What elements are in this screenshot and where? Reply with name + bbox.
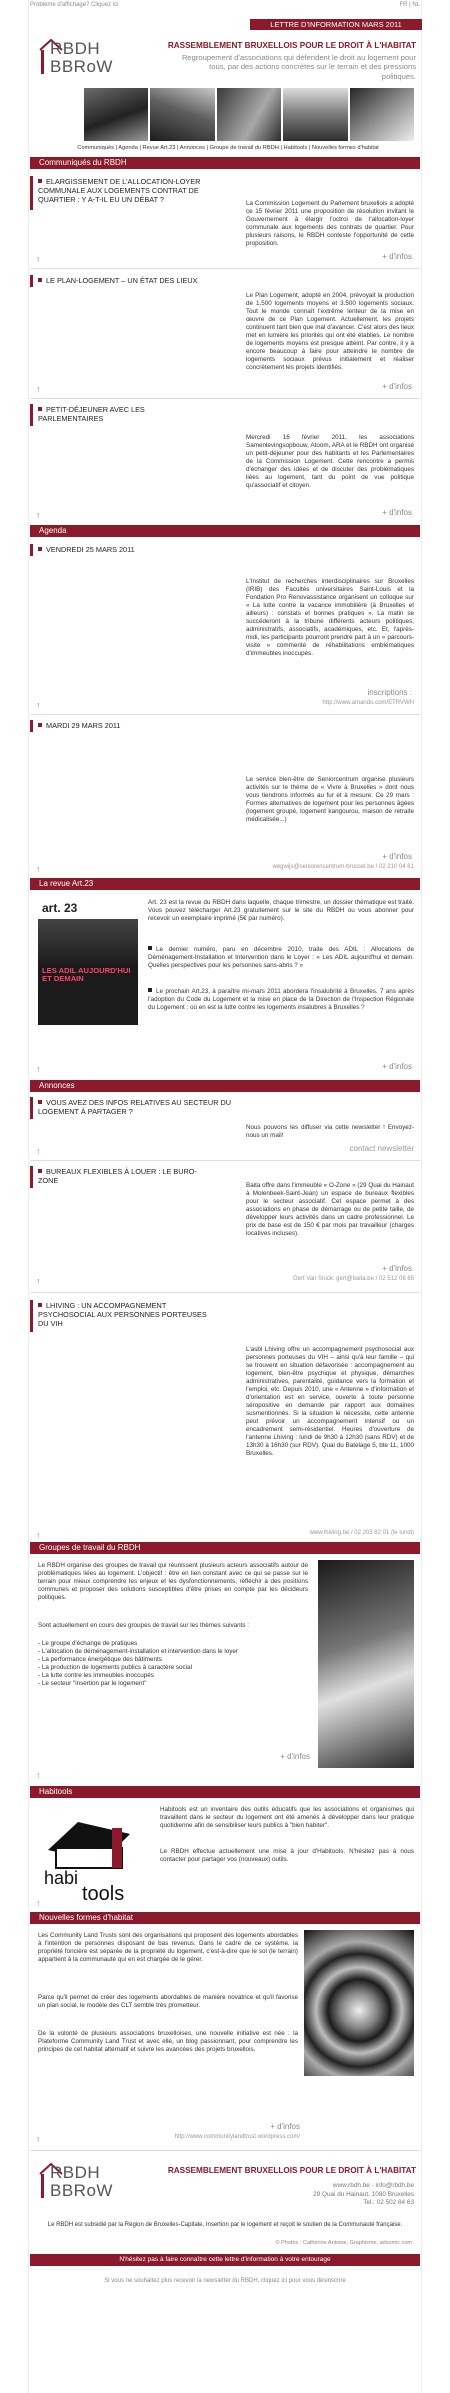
bullet-icon bbox=[38, 723, 42, 727]
footer-brand-line2: BBRoW bbox=[50, 2181, 113, 2200]
revue-item-1: Le dernier numéro, paru en décembre 2010, traite des ADIL : Allocations de Déménagement-Installation et Intervention dans le Loyer : « Les ADIL aujourd'hui et demain. Quelles perspectives pour les personnes sans-abris ? » bbox=[148, 946, 414, 969]
agenda-body-1: L'Institut de recherches interdisciplinaires sur Bruxelles (IRIB) des Facultés universitaires Saint-Louis et la Fondation Pro Renovassistance organisent un colloque sur « La lutte contre la vacance immobilière (à Bruxelles et ailleurs) : constats et bonnes pratiques ». La matin se succéderont à la tribune différents acteurs politiques, administratifs, associatifs, académiques, etc. Et, l'après-midi, les participants pourront prendre part à un « parcours-visite » commenté de réhabilitations emblématiques d'immeubles inoccupés. bbox=[246, 578, 414, 657]
brand-line1: RBDH bbox=[50, 39, 101, 58]
footer-brand-logo[interactable] bbox=[38, 2160, 113, 2205]
art23-cover[interactable] bbox=[38, 897, 138, 1025]
divider bbox=[30, 1292, 420, 1293]
art23-cover-title: art. 23 bbox=[38, 897, 138, 919]
header-photo bbox=[350, 88, 414, 141]
annonce-body-2: Baita offre dans l'immeuble « O-Zone » (29 Quai du Hainaut à Molenbeek-Saint-Jean) un espace de bureaux flexibles pour le secteur associatif. Cet espace permet à des associations en phase de démarrage ou de petite taille, de développer leurs activités dans un cadre professionnel. Le prix de base est de 150 € par mois par travailleur (charges locatives incluses). bbox=[246, 1182, 414, 1237]
more-link[interactable]: + d'infos bbox=[382, 852, 412, 861]
brand-subtitle: Regroupement d'associations qui défendent le droit au logement pour tous, par des actions concrètes sur le terrain et des pressions politiques. bbox=[181, 53, 416, 81]
bullet-icon bbox=[38, 1169, 42, 1173]
communique-body-3: Mercredi 16 février 2011, les associations Samenlevingsopbouw, Atoom, ARA et le RBDH ont organisé un petit-déjeuner pour des habitants et les Parlementaires de la Commission Logement. Cette rencontre a permis d'échanger des idées et de discuter des problématiques liées au logement, tant du point de vue politique qu'associatif et citoyen. bbox=[246, 434, 415, 489]
agenda-date-2: MARDI 29 MARS 2011 bbox=[38, 722, 238, 731]
communique-title-1[interactable]: ELARGISSEMENT DE L'ALLOCATION-LOYER COMMUNALE AUX LOGEMENTS CONTRAT DE QUARTIER : Y A-T-IL EU UN DÉBAT ? bbox=[38, 177, 201, 204]
revue-item-2: Le prochain Art.23, à paraître mi-mars 2011 abordera l'insalubrité à Bruxelles. 7 ans après l'adoption du Code du Logement et la mise en place de la Direction de l'Inspection Régionale du Logement : où en est la lutte contre les logements insalubres à Bruxelles ? bbox=[148, 988, 414, 1011]
footer-subsidy-note: Le RBDH est subsidié par la Région de Bruxelles-Capitale, Insertion par le logement et reçoit le soutien de la Communauté française. bbox=[47, 2222, 403, 2228]
bullet-icon bbox=[38, 278, 42, 282]
nouvelles-paragraph-3: De la volonté de plusieurs associations bruxelloises, une nouvelle initiative est née : la Plateforme Community Land Trust et avec elle, un blog passionnant, pour comprendre les principes de cet habitat alternatif et suivre les avancées des projets bruxellois. bbox=[38, 2030, 298, 2053]
communique-title-2[interactable]: LE PLAN-LOGEMENT – UN ÉTAT DES LIEUX bbox=[38, 277, 288, 286]
header-photo bbox=[283, 88, 347, 141]
nouvelles-paragraph-2: Parce qu'il permet de créer des logements abordables de manière novatrice et qu'il favorise un plan social, le modèle des CLT semble très prometteur. bbox=[38, 1994, 298, 2009]
communique-title-3[interactable]: PETIT-DÉJEUNER AVEC LES PARLEMENTAIRES bbox=[38, 405, 145, 423]
revue-intro: Art. 23 est la revue du RBDH dans laquelle, chaque trimestre, un dossier thématique est traité. Vous pouvez télécharger Art.23 gratuitement sur le site du RBDH ou vous abonner pour recevoir un exemplaire imprimé (5€ par numéro). bbox=[148, 899, 414, 922]
habitools-paragraph-2: Le RBDH effectue actuellement une mise à jour d'Habitools. N'hésitez pas à nous contacter pour partager vos (nouveaux) outils. bbox=[160, 1848, 414, 1863]
header-photo bbox=[150, 88, 214, 141]
more-link[interactable]: + d'infos bbox=[270, 2122, 300, 2131]
agenda-meta-2[interactable]: wegwijs@seniorencentrum-brussel.be / 02 210 04 61 bbox=[272, 864, 414, 870]
nouvelles-paragraph-1: Les Community Land Trusts sont des organisations qui proposent des logements abordables à l'intention de personnes disposant de bas revenus. Dans le cadre de ce système, la propriété foncière est séparée de la propriété du logement, c'est-à-dire que le sol (le terrain) appartient à la communauté qui en est chargée de le gérer. bbox=[38, 1932, 298, 1963]
more-link[interactable]: + d'infos bbox=[382, 252, 412, 261]
article-marker bbox=[30, 275, 33, 287]
bullet-icon bbox=[38, 1303, 42, 1307]
section-nav[interactable]: Communiqués | Agenda | Revue Art.23 | Annonces | Groupe de travail du RBDH | Habitools | Nouvelles formes d'habitat bbox=[77, 145, 379, 151]
groupes-list: - Le groupe d'échange de pratiques - L'allocation de déménagement-installation et intervention dans le loyer - La performance énergétique des bâtiments - La production de logements publics à caractère social - La lutte contre les immeubles inoccupés - Le secteur "insertion par le logement" bbox=[38, 1640, 239, 1687]
section-header-communiques: Communiqués du RBDH bbox=[30, 157, 420, 169]
divider bbox=[30, 268, 420, 269]
section-header-groupes: Groupes de travail du RBDH bbox=[30, 1542, 420, 1554]
language-switch[interactable]: FR | NL bbox=[399, 2, 420, 8]
annonce-body-1: Nous pouvons les diffuser via cette newsletter ! Envoyez-nous un mail! bbox=[246, 1124, 414, 1139]
more-link[interactable]: + d'infos bbox=[382, 1264, 412, 1273]
habitools-paragraph-1: Habitools est un inventaire des outils éducatifs que les associations et organismes qui travaillent dans le secteur du logement ont été amenés à développer dans leur pratique quotidienne afin de sensibiliser leurs publics à "bien habiter". bbox=[160, 1806, 414, 1829]
brand-tagline: RASSEMBLEMENT BRUXELLOIS POUR LE DROIT À L'HABITAT bbox=[167, 41, 416, 50]
article-marker bbox=[30, 1166, 33, 1188]
article-marker bbox=[30, 176, 33, 210]
back-to-top-icon[interactable]: ↑ bbox=[36, 700, 41, 710]
divider bbox=[30, 398, 420, 399]
footer-brand-line1: RBDH bbox=[50, 2163, 101, 2182]
annonce-title-2[interactable]: BUREAUX FLEXIBLES À LOUER : LE BURO-ZONE bbox=[38, 1167, 197, 1185]
annonce-body-3: L'asbl Lhiving offre un accompagnement psychosocial aux personnes porteuses du VIH – ainsi qu'à leur famille – qui se trouvent en situation défavorisée : accompagnement au logement, bien-être psychique et physique, démarches administratives, parentalité, guidance vers la formation et l'emploi, etc. Depuis 2010, une « Antenne » d'information et d'orientation est en service, ouverte à toute personne séropositive en demande par rapport aux domaines susmentionnés. Si la situation le nécessite, cette antenne peut prévoir un accompagnement intensif ou un encadrement semi-résidentiel. Heures d'ouverture de l'antenne Lhiving : lundi de 9h30 à 12h30 (sans RDV) et de 13h30 à 16h30 (sur RDV). Quai du Batelage 5, bte 11, 1000 Bruxelles. bbox=[246, 1346, 414, 1457]
agenda-meta-label-1: inscriptions : bbox=[367, 688, 412, 697]
habitools-logo-text1: habi bbox=[44, 1868, 79, 1888]
communique-body-2: Le Plan Logement, adopté en 2004, prévoyait la production de 1.500 logements moyens et 3.500 logements sociaux. Tout le monde connaît l'extrême lenteur de la mise en œuvre de ce Plan Logement. Actuellement, les projets continuent tant bien que mal d'avancer. C'est alors des lieux met en lumière les priorités qui ont été établies. Le nombre de logements moyens est presque atteint. Par contre, il y a encore beaucoup à faire pour atteindre le nombre de logements sociaux prévus initialement et réaliser concrètement les projets identifiés. bbox=[246, 292, 414, 371]
back-to-top-icon[interactable]: ↑ bbox=[36, 1146, 41, 1156]
preheader bbox=[30, 2, 420, 12]
brand-logo[interactable] bbox=[38, 36, 113, 81]
groupes-paragraph-1: Le RBDH organise des groupes de travail qui réunissent plusieurs acteurs associatifs autour de problématiques liées au logement. L'objectif : être en lien constant avec ce qui se passe sur le terrain pour mieux comprendre les enjeux et les dysfonctionnements, réfléchir à des positions communes et proposer des solutions susceptibles d'être prises en compte par les décideurs politiques. bbox=[38, 1562, 308, 1601]
article-marker bbox=[30, 720, 33, 732]
back-to-top-icon[interactable]: ↑ bbox=[36, 1770, 41, 1780]
section-header-agenda: Agenda bbox=[30, 525, 420, 537]
back-to-top-icon[interactable]: ↑ bbox=[36, 864, 41, 874]
bullet-icon bbox=[38, 179, 42, 183]
back-to-top-icon[interactable]: ↑ bbox=[36, 1276, 41, 1286]
annonce-meta-3[interactable]: www.lhiving.be / 02 203 82 01 (le lundi) bbox=[309, 1530, 414, 1536]
article-marker bbox=[30, 1097, 33, 1119]
brand-line2: BBRoW bbox=[50, 57, 113, 76]
groupes-photo bbox=[318, 1560, 414, 1768]
annonce-meta-2[interactable]: Gert Van Snick: gert@baita.be / 02 512 08 65 bbox=[292, 1276, 414, 1282]
back-to-top-icon[interactable]: ↑ bbox=[36, 254, 41, 264]
section-header-nouvelles: Nouvelles formes d'habitat bbox=[30, 1912, 420, 1924]
bullet-icon bbox=[38, 547, 42, 551]
groupes-paragraph-2: Sont actuellement en cours des groupes de travail sur les thèmes suivants : bbox=[38, 1622, 250, 1629]
newsletter-title: LETTRE D'INFORMATION MARS 2011 bbox=[250, 19, 422, 30]
bullet-icon bbox=[38, 407, 42, 411]
habitools-logo-text2: tools bbox=[82, 1883, 125, 1902]
art23-cover-headline: LES ADIL AUJOURD'HUI ET DEMAIN bbox=[42, 966, 131, 984]
annonce-meta-1[interactable]: contact newsletter bbox=[349, 1144, 414, 1153]
agenda-meta-1[interactable]: http://www.amando.com/ETRVWH bbox=[322, 700, 414, 706]
footer-street: 29 Quai du Hainaut, 1080 Bruxelles bbox=[313, 2190, 414, 2198]
annonce-title-3[interactable]: LHIVING : UN ACCOMPAGNEMENT PSYCHOSOCIAL AUX PERSONNES PORTEUSES DU VIH bbox=[38, 1301, 207, 1328]
header-photo-strip bbox=[84, 88, 414, 141]
footer-address bbox=[313, 2182, 414, 2208]
section-header-habitools: Habitools bbox=[30, 1786, 420, 1798]
divider bbox=[30, 2150, 420, 2151]
section-header-annonces: Annonces bbox=[30, 1080, 420, 1092]
header-photo bbox=[84, 88, 148, 141]
bullet-icon bbox=[38, 1100, 42, 1104]
communique-body-1: La Commission Logement du Parlement bruxellois a adopté ce 15 février 2011 une proposition de résolution invitant le Gouvernement à élargir l'octroi de l'allocation-loyer communale aux logements des contrats de quartier. Pour plusieurs raisons, le RBDH conteste l'opportunité de cette proposition. bbox=[246, 200, 414, 247]
back-to-top-icon[interactable]: ↑ bbox=[36, 1064, 41, 1074]
footer-web-email[interactable]: www.rbdh.be - info@rbdh.be bbox=[332, 2182, 414, 2189]
annonce-title-1[interactable]: VOUS AVEZ DES INFOS RELATIVES AU SECTEUR DU LOGEMENT À PARTAGER ? bbox=[38, 1098, 232, 1116]
back-to-top-icon[interactable]: ↑ bbox=[36, 1898, 41, 1908]
agenda-body-2: Le service bien-être de Seniorcentrum organise plusieurs activités sur le thème de « Vivre à Bruxelles » dont nous vous tiendrons informés au fur et à mesure. Ce 29 mars : Formes alternatives de logement pour les personnes âgées (logement groupé, logement kangourou, maison de retraite médicalisée...) bbox=[246, 776, 414, 823]
display-problem-link[interactable]: Problème d'affichage? Cliquez ici bbox=[30, 2, 119, 8]
more-link[interactable]: + d'infos bbox=[382, 508, 412, 517]
footer-share-bar: N'hésitez pas à faire connaître cette lettre d'information à votre entourage bbox=[30, 2254, 420, 2266]
more-link[interactable]: + d'infos bbox=[280, 1752, 310, 1761]
nouvelles-photo bbox=[304, 1930, 414, 2076]
back-to-top-icon[interactable]: ↑ bbox=[36, 2134, 41, 2144]
footer-credits: © Photos : Catherine Antoine, Graphisme, adsomic.com bbox=[275, 2240, 412, 2246]
back-to-top-icon[interactable]: ↑ bbox=[36, 1530, 41, 1540]
art23-cover-photo bbox=[38, 919, 138, 965]
article-marker bbox=[30, 544, 33, 556]
bullet-icon bbox=[148, 946, 152, 950]
divider bbox=[30, 1160, 420, 1161]
article-marker bbox=[30, 404, 33, 426]
bullet-icon bbox=[148, 988, 152, 992]
habitools-logo-icon[interactable] bbox=[38, 1806, 148, 1902]
footer-tagline: RASSEMBLEMENT BRUXELLOIS POUR LE DROIT À L'HABITAT bbox=[167, 2166, 416, 2175]
unsubscribe-link[interactable]: Si vous ne souhaitez plus recevoir la newsletter du RBDH, cliquez ici pour vous désinscrire bbox=[104, 2278, 346, 2284]
divider bbox=[30, 714, 420, 715]
more-link[interactable]: + d'infos bbox=[382, 382, 412, 391]
more-link[interactable]: + d'infos bbox=[382, 1062, 412, 1071]
back-to-top-icon[interactable]: ↑ bbox=[36, 510, 41, 520]
footer-phone: Tel.: 02 502 84 63 bbox=[363, 2199, 414, 2207]
agenda-date-1: VENDREDI 25 MARS 2011 bbox=[38, 546, 238, 555]
section-header-revue: La revue Art.23 bbox=[30, 878, 420, 890]
nouvelles-blog-link[interactable]: http://www.communitylandtrust.wordpress.com/ bbox=[174, 2134, 300, 2140]
header-photo bbox=[217, 88, 281, 141]
article-marker bbox=[30, 1300, 33, 1332]
back-to-top-icon[interactable]: ↑ bbox=[36, 384, 41, 394]
